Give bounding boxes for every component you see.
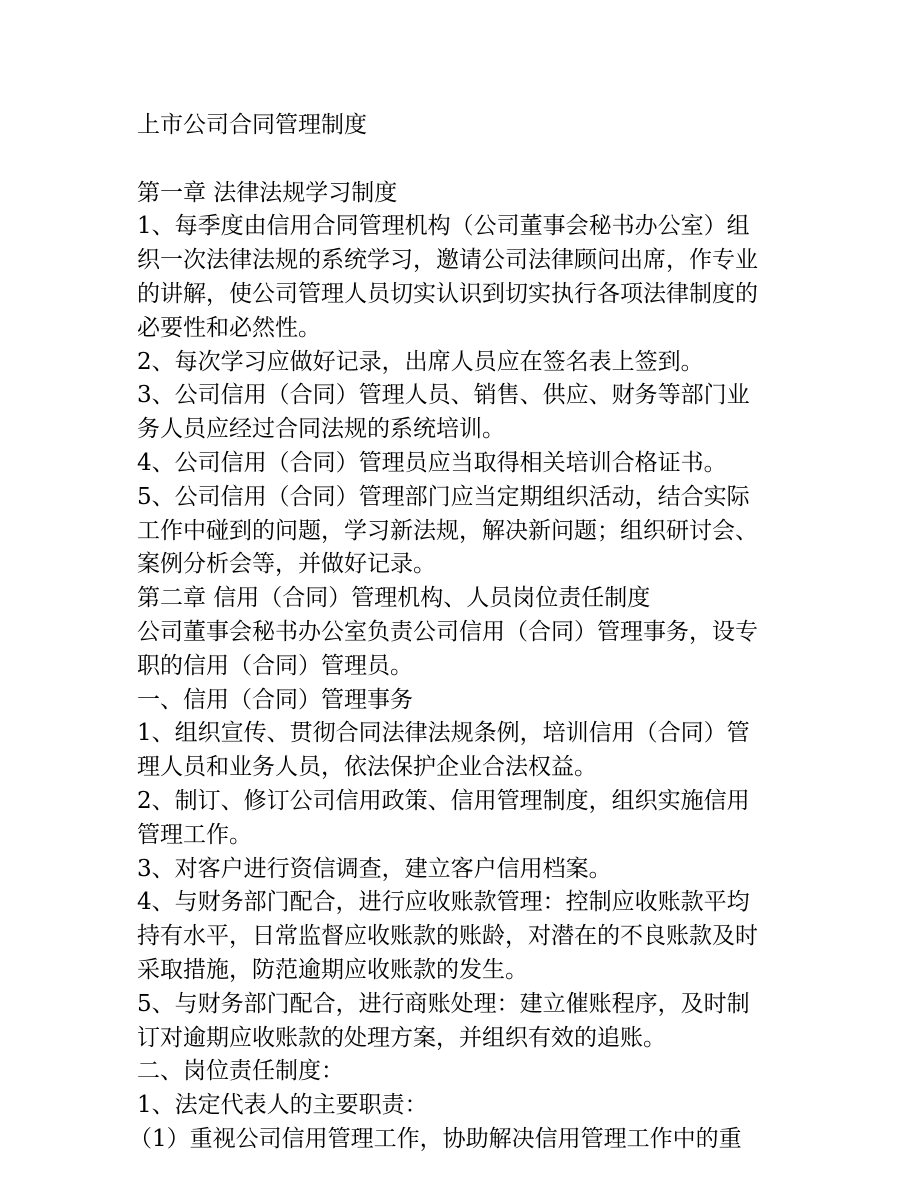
paragraph-line: 2、制订、修订公司信用政策、信用管理制度，组织实施信用 xyxy=(137,787,750,814)
paragraph-line: 2、每次学习应做好记录，出席人员应在签名表上签到。 xyxy=(137,348,704,375)
document-title: 上市公司合同管理制度 xyxy=(137,112,367,138)
paragraph-line: 管理工作。 xyxy=(137,821,252,848)
document-body xyxy=(129,109,787,1157)
paragraph-line: 3、公司信用（合同）管理人员、销售、供应、财务等部门业 xyxy=(137,382,750,409)
paragraph-line: 织一次法律法规的系统学习，邀请公司法律顾问出席，作专业 xyxy=(137,247,758,274)
paragraph-line: 1、法定代表人的主要职责： xyxy=(137,1092,428,1119)
paragraph-line: 工作中碰到的问题，学习新法规，解决新问题；组织研讨会、 xyxy=(137,517,758,544)
paragraph-line: 采取措施，防范逾期应收账款的发生。 xyxy=(137,956,528,983)
paragraph-line: 务人员应经过合同法规的系统培训。 xyxy=(137,416,505,443)
chapter-heading: 第一章 法律法规学习制度 xyxy=(137,179,398,206)
paragraph-line: 持有水平，日常监督应收账款的账龄，对潜在的不良账款及时 xyxy=(137,923,758,950)
paragraph-line: 4、公司信用（合同）管理员应当取得相关培训合格证书。 xyxy=(137,449,727,476)
paragraph-line: 公司董事会秘书办公室负责公司信用（合同）管理事务，设专 xyxy=(137,618,758,645)
paragraph-line: 案例分析会等，并做好记录。 xyxy=(137,551,436,578)
paragraph-line: （1）重视公司信用管理工作，协助解决信用管理工作中的重 xyxy=(129,1125,742,1152)
paragraph-line: 理人员和业务人员，依法保护企业合法权益。 xyxy=(137,754,597,781)
paragraph-line: 的讲解，使公司管理人员切实认识到切实执行各项法律制度的 xyxy=(137,280,758,307)
paragraph-line: 5、公司信用（合同）管理部门应当定期组织活动，结合实际 xyxy=(137,483,750,510)
section-heading: 一、信用（合同）管理事务 xyxy=(137,686,413,713)
paragraph-line: 必要性和必然性。 xyxy=(137,314,321,341)
paragraph-line: 4、与财务部门配合，进行应收账款管理：控制应收账款平均 xyxy=(137,889,750,916)
paragraph-line: 职的信用（合同）管理员。 xyxy=(137,652,413,679)
paragraph-line: 3、对客户进行资信调查，建立客户信用档案。 xyxy=(137,855,612,882)
chapter-heading: 第二章 信用（合同）管理机构、人员岗位责任制度 xyxy=(137,585,651,612)
paragraph-line: 订对逾期应收账款的处理方案，并组织有效的追账。 xyxy=(137,1024,666,1051)
paragraph-line: 1、组织宣传、贯彻合同法律法规条例，培训信用（合同）管 xyxy=(137,720,750,747)
paragraph-line: 1、每季度由信用合同管理机构（公司董事会秘书办公室）组 xyxy=(137,213,750,240)
section-heading: 二、岗位责任制度： xyxy=(137,1058,344,1085)
paragraph-line: 5、与财务部门配合，进行商账处理：建立催账程序，及时制 xyxy=(137,990,750,1017)
